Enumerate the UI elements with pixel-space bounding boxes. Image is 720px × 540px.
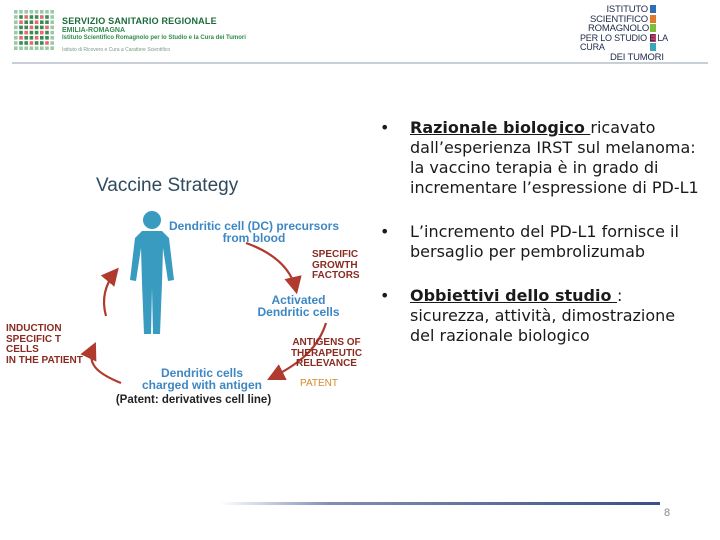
- logo-dot: [45, 46, 49, 50]
- irst-logo-line: PER LO STUDIO E LA CURA: [580, 32, 668, 52]
- label-text: Dendritic cell (DC) precursors from blood: [168, 219, 340, 245]
- logo-dot: [40, 31, 44, 35]
- bullet-item: [380, 286, 700, 346]
- bullet-dot: •: [380, 222, 390, 241]
- arrow-return: [104, 271, 116, 316]
- logo-dot: [30, 31, 34, 35]
- logo-dot: [30, 10, 34, 14]
- logo-dot: [50, 36, 54, 40]
- logo-dot: [30, 20, 34, 24]
- figure-title: Vaccine Strategy: [96, 175, 239, 196]
- logo-dot: [19, 36, 23, 40]
- logo-dot: [24, 10, 28, 14]
- logo-dot: [35, 10, 39, 14]
- bullet-text: sicurezza, attività, dimostrazione del razionale biologico: [410, 306, 676, 345]
- logo-dot: [19, 26, 23, 30]
- logo-dot: [14, 20, 18, 24]
- bullet-heading: Obbiettivi dello studio: [410, 286, 618, 305]
- logo-dot: [50, 20, 54, 24]
- label-activated: [246, 294, 351, 318]
- label-text: INDUCTION SPECIFIC T CELLS IN THE PATIENT: [6, 323, 83, 366]
- logo-dot: [19, 15, 23, 19]
- logo-dot: [19, 31, 23, 35]
- label-induction: [6, 324, 96, 366]
- logo-dot: [45, 20, 49, 24]
- logo-dot: [45, 26, 49, 30]
- logo-dot: [30, 26, 34, 30]
- label-antigens: [284, 338, 369, 370]
- logo-dot: [19, 41, 23, 45]
- logo-dot: [14, 10, 18, 14]
- logo-dot: [45, 41, 49, 45]
- bullet-list: [380, 118, 700, 346]
- logo-dot: [19, 46, 23, 50]
- logo-dot: [14, 31, 18, 35]
- logo-dot: [40, 20, 44, 24]
- label-text: (Patent: derivatives cell line): [115, 394, 272, 406]
- logo-dot: [30, 46, 34, 50]
- logo-dot: [40, 10, 44, 14]
- logo-dot: [35, 26, 39, 30]
- label-text: PATENT: [300, 378, 338, 389]
- logo-dot: [24, 31, 28, 35]
- logo-dot: [50, 41, 54, 45]
- label-text: SPECIFIC GROWTH FACTORS: [312, 249, 360, 281]
- logo-dot: [40, 15, 44, 19]
- ssr-logo: [14, 8, 274, 60]
- irst-logo-line: ISTITUTO: [606, 4, 648, 15]
- bullet-text: L’incremento del PD-L1 fornisce il bersaglio per pembrolizumab: [410, 222, 679, 261]
- logo-dot: [24, 15, 28, 19]
- logo-dot: [14, 46, 18, 50]
- irst-logo: [580, 4, 692, 63]
- ssr-logo-line4: Istituto di Ricovero e Cura a Carattere Scientifico: [62, 47, 171, 53]
- logo-dot: [40, 36, 44, 40]
- irst-logo-line: ROMAGNOLO: [588, 23, 650, 34]
- ssr-logo-line3: Istituto Scientifico Romagnolo per lo Studio e la Cura dei Tumori: [62, 35, 246, 41]
- logo-dot: [14, 36, 18, 40]
- logo-dot: [45, 36, 49, 40]
- ssr-logo-line2: EMILIA-ROMAGNA: [62, 27, 125, 34]
- logo-dot: [35, 36, 39, 40]
- vaccine-strategy-figure: [6, 168, 376, 418]
- logo-dot: [35, 46, 39, 50]
- irst-logo-line: SCIENTIFICO: [590, 13, 648, 25]
- ssr-logo-line1: SERVIZIO SANITARIO REGIONALE: [62, 16, 217, 26]
- logo-dot: [30, 41, 34, 45]
- logo-dot: [40, 46, 44, 50]
- bullet-colon: :: [617, 286, 623, 305]
- logo-dot: [24, 46, 28, 50]
- footer-divider: [220, 502, 660, 505]
- bullet-heading: Razionale biologico: [410, 118, 591, 137]
- label-text: Dendritic cells charged with antigen: [141, 366, 262, 392]
- label-growth-factors: [312, 250, 372, 282]
- logo-dot: [19, 20, 23, 24]
- label-patent-line: [106, 394, 281, 406]
- logo-dot: [45, 15, 49, 19]
- logo-dot: [35, 15, 39, 19]
- label-patent: [294, 378, 344, 390]
- logo-dot: [35, 20, 39, 24]
- arrow-growth-factors: [246, 243, 296, 290]
- logo-dot: [50, 10, 54, 14]
- bullet-text: ricavato dall’esperienza IRST sul melanoma: la vaccino terapia è in grado di incrementare l’espressione di PD-L1: [410, 118, 699, 197]
- logo-dot: [35, 41, 39, 45]
- logo-dot: [14, 41, 18, 45]
- bullet-item: [380, 118, 700, 198]
- logo-dot: [50, 15, 54, 19]
- bullet-item: [380, 222, 700, 262]
- irst-logo-text: [580, 4, 692, 63]
- page-number: 8: [664, 507, 671, 519]
- logo-dot: [24, 20, 28, 24]
- logo-dot: [30, 36, 34, 40]
- irst-logo-line: DEI TUMORI: [610, 51, 664, 63]
- logo-dot: [45, 31, 49, 35]
- label-text: ANTIGENS OF THERAPEUTIC RELEVANCE: [290, 337, 363, 369]
- logo-dot: [30, 15, 34, 19]
- logo-dot: [40, 41, 44, 45]
- logo-dot: [19, 10, 23, 14]
- logo-dot: [24, 41, 28, 45]
- ssr-logo-text: [62, 16, 246, 53]
- logo-dot: [24, 26, 28, 30]
- ssr-dot-grid-icon: [14, 10, 56, 52]
- logo-dot: [35, 31, 39, 35]
- logo-dot: [14, 26, 18, 30]
- logo-dot: [50, 46, 54, 50]
- logo-dot: [24, 36, 28, 40]
- header-divider: [12, 62, 708, 64]
- logo-dot: [45, 10, 49, 14]
- logo-dot: [14, 15, 18, 19]
- logo-dot: [40, 26, 44, 30]
- logo-dot: [50, 31, 54, 35]
- label-dc-precursors: [164, 220, 344, 244]
- label-charged: [122, 367, 282, 391]
- label-text: Activated Dendritic cells: [257, 293, 340, 319]
- bullet-dot: •: [380, 118, 390, 137]
- logo-dot: [50, 26, 54, 30]
- bullet-dot: •: [380, 286, 390, 305]
